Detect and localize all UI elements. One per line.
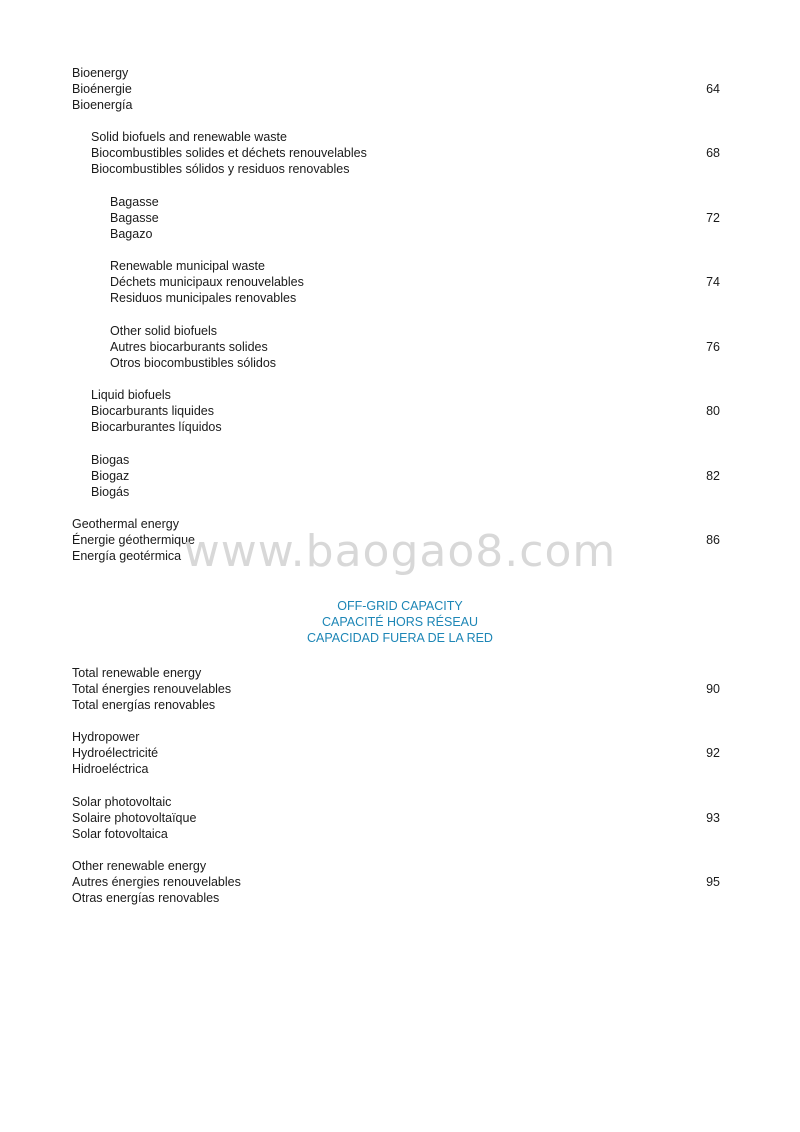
entry-label-es: Hidroeléctrica [72,762,149,777]
section-title-en: OFF-GRID CAPACITY [337,599,463,613]
entry-label-es: Total energías renovables [72,698,216,713]
toc-entry-total-renewable-energy[interactable] [72,665,720,713]
entry-label-fr: Solaire photovoltaïque [72,811,197,826]
page-number: 80 [706,404,720,419]
entry-label-en: Hydropower [72,730,140,744]
page-number: 90 [706,682,720,697]
page-number: 68 [706,146,720,161]
entry-label-en: Bioenergy [72,66,129,80]
entry-label-es: Otras energías renovables [72,891,220,906]
section-title-fr: CAPACITÉ HORS RÉSEAU [321,615,479,630]
toc-entry-solid-biofuels[interactable] [91,129,720,177]
entry-label-en: Liquid biofuels [91,388,171,402]
watermark: www.baogao8.com [183,526,617,577]
entry-label-fr: Bagasse [110,211,159,226]
page-number: 74 [706,275,720,290]
page-number: 95 [706,875,720,890]
toc-entry-bagasse[interactable] [110,194,720,242]
page-number: 72 [706,211,720,226]
toc-entry-solar-photovoltaic[interactable] [72,794,720,842]
entry-label-fr: Énergie géothermique [72,533,195,548]
entry-label-fr: Autres énergies renouvelables [72,875,241,890]
toc-entry-bioenergy[interactable] [72,65,720,113]
toc-entry-renewable-municipal-waste[interactable] [110,258,720,306]
entry-label-es: Bioenergía [72,98,133,113]
entry-label-es: Residuos municipales renovables [110,291,297,306]
entry-label-fr: Hydroélectricité [72,746,159,761]
section-heading-off-grid-capacity [0,598,800,647]
entry-label-es: Biocombustibles sólidos y residuos renovables [91,162,350,177]
page-number: 86 [706,533,720,548]
entry-label-es: Biocarburantes líquidos [91,420,222,435]
entry-label-es: Biogás [91,485,130,500]
entry-label-en: Other solid biofuels [110,324,218,338]
toc-entry-biogas[interactable] [91,452,720,500]
entry-label-en: Total renewable energy [72,666,202,680]
toc-entry-hydropower[interactable] [72,729,720,777]
entry-label-fr: Autres biocarburants solides [110,340,268,355]
toc-entry-other-solid-biofuels[interactable] [110,323,720,371]
toc-entry-other-renewable-energy[interactable] [72,858,720,906]
page-number: 92 [706,746,720,761]
entry-label-es: Energía geotérmica [72,549,182,564]
entry-label-en: Biogas [91,453,130,467]
page-number: 93 [706,811,720,826]
entry-label-fr: Biocombustibles solides et déchets renouvelables [91,146,367,161]
entry-label-en: Geothermal energy [72,517,180,531]
toc-entry-liquid-biofuels[interactable] [91,387,720,435]
page-number: 64 [706,82,720,97]
page-number: 76 [706,340,720,355]
entry-label-en: Solid biofuels and renewable waste [91,130,287,144]
entry-label-fr: Déchets municipaux renouvelables [110,275,304,290]
entry-label-en: Solar photovoltaic [72,795,172,809]
entry-label-es: Otros biocombustibles sólidos [110,356,277,371]
entry-label-fr: Total énergies renouvelables [72,682,232,697]
entry-label-en: Renewable municipal waste [110,259,265,273]
entry-label-en: Bagasse [110,195,159,209]
entry-label-fr: Biocarburants liquides [91,404,214,419]
entry-label-fr: Biogaz [91,469,130,484]
entry-label-fr: Bioénergie [72,82,132,97]
entry-label-es: Solar fotovoltaica [72,827,168,842]
section-title-es: CAPACIDAD FUERA DE LA RED [307,631,493,646]
page-number: 82 [706,469,720,484]
entry-label-es: Bagazo [110,227,153,242]
entry-label-en: Other renewable energy [72,859,207,873]
